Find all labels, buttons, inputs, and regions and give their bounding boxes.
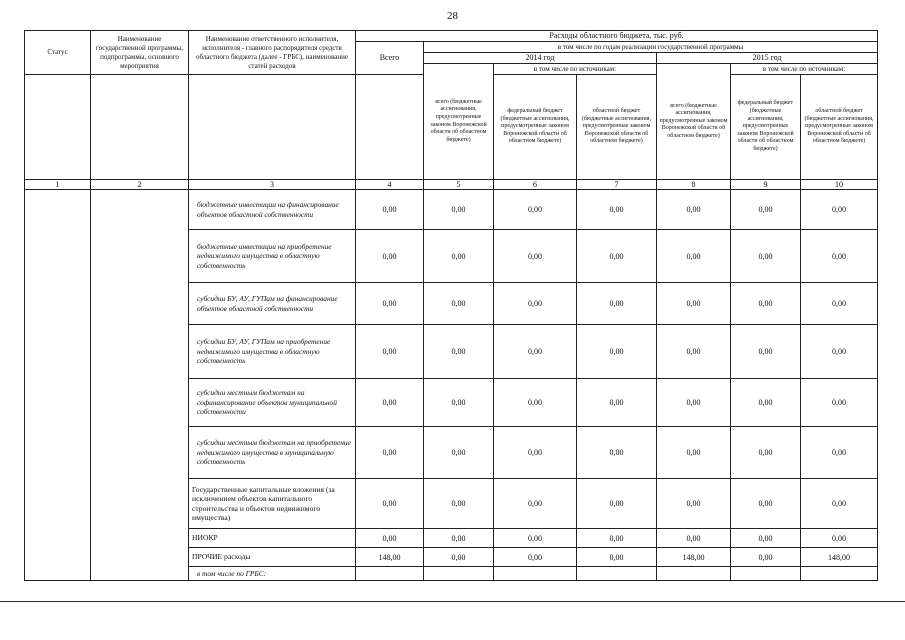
column-number: 7 [577,180,657,190]
row-value: 0,00 [356,325,424,379]
row-value: 0,00 [577,548,657,567]
row-value: 0,00 [356,230,424,283]
row-value: 0,00 [494,479,577,529]
row-value: 0,00 [801,379,878,427]
row-value: 0,00 [731,427,801,479]
column-number: 8 [657,180,731,190]
column-number: 2 [91,180,189,190]
header-program-name: Наименование государственной программы, подпрограммы, основного мероприятия [91,31,189,75]
row-value: 0,00 [731,325,801,379]
row-value: 148,00 [801,548,878,567]
column-number: 4 [356,180,424,190]
row-value [731,567,801,581]
row-value: 0,00 [577,325,657,379]
column-number: 5 [424,180,494,190]
column-number: 9 [731,180,801,190]
header-2015-total-law: всего (бюджетные ассигнования, предусмотренные законом Воронежской области об областном бюджете) [657,64,731,180]
page-number: 28 [447,10,458,22]
row-label: субсидии БУ, АУ, ГУПам на приобретение недвижимого имущества в областную собственность [189,325,356,379]
row-value [657,567,731,581]
row-value: 0,00 [731,479,801,529]
row-value: 148,00 [657,548,731,567]
row-value: 0,00 [577,283,657,325]
row-label: в том числе по ГРБС: [189,567,356,581]
row-value: 0,00 [657,190,731,230]
row-value: 0,00 [801,283,878,325]
row-value: 0,00 [801,190,878,230]
row-label: субсидии местным бюджетам на софинансирование объектов муниципальной собственности [189,379,356,427]
row-value: 148,00 [356,548,424,567]
row-value: 0,00 [424,427,494,479]
column-number: 3 [189,180,356,190]
header-2014-regional: областной бюджет (бюджетные ассигнования, предусмотренные законом Воронежской области об областном бюджете) [577,75,657,180]
row-value: 0,00 [577,230,657,283]
row-value: 0,00 [424,529,494,548]
row-label: субсидии местным бюджетам на приобретение недвижимого имущества в муниципальную собственность [189,427,356,479]
row-value: 0,00 [356,190,424,230]
row-value [424,567,494,581]
header-2015-regional: областной бюджет (бюджетные ассигнования, предусмотренные законом Воронежской области об областном бюджете) [801,75,878,180]
header-2015-federal: федеральный бюджет (бюджетные ассигнования, предусмотренные законом Воронежской области об областном бюджете) [731,75,801,180]
row-value: 0,00 [494,427,577,479]
row-value: 0,00 [801,427,878,479]
row-value: 0,00 [577,190,657,230]
row-label: субсидии БУ, АУ, ГУПам на финансирование объектов областной собственности [189,283,356,325]
header-total: Всего [356,42,424,75]
row-value: 0,00 [801,529,878,548]
column-numbers-row [25,180,878,190]
status-cell [25,190,91,581]
row-value: 0,00 [494,283,577,325]
row-value: 0,00 [657,230,731,283]
row-value: 0,00 [494,548,577,567]
page-bottom-rule [0,601,905,602]
row-value: 0,00 [424,479,494,529]
header-2014-by-sources: в том числе по источникам: [494,64,657,75]
row-value: 0,00 [356,479,424,529]
row-value: 0,00 [424,283,494,325]
row-value: 0,00 [657,283,731,325]
row-value: 0,00 [494,190,577,230]
header-executor-name: Наименование ответственного исполнителя, исполнителя - главного распорядителя средств областного бюджета (далее - ГРБС), наименование статей расходов [189,31,356,75]
column-number: 1 [25,180,91,190]
row-value [577,567,657,581]
row-value: 0,00 [494,379,577,427]
column-number: 6 [494,180,577,190]
header-by-years: в том числе по годам реализации государственной программы [424,42,878,53]
row-value: 0,00 [356,529,424,548]
row-value: 0,00 [801,325,878,379]
row-value: 0,00 [657,379,731,427]
row-value: 0,00 [577,529,657,548]
row-label: бюджетные инвестиции на финансирование объектов областной собственности [189,190,356,230]
row-value [494,567,577,581]
row-value: 0,00 [657,529,731,548]
column-number: 10 [801,180,878,190]
row-value: 0,00 [424,325,494,379]
header-status-continue [25,75,91,180]
row-value: 0,00 [424,379,494,427]
row-value [356,567,424,581]
header-year-2015: 2015 год [657,53,878,64]
row-value: 0,00 [657,427,731,479]
header-total-continue [356,75,424,180]
row-value: 0,00 [731,190,801,230]
row-value: 0,00 [424,548,494,567]
row-value [801,567,878,581]
row-value: 0,00 [577,479,657,529]
row-value: 0,00 [494,230,577,283]
header-year-2014: 2014 год [424,53,657,64]
header-status: Статус [25,31,91,75]
header-expenses-title: Расходы областного бюджета, тыс. руб. [356,31,878,42]
row-value: 0,00 [731,548,801,567]
row-label: ПРОЧИЕ расходы [189,548,356,567]
row-label: Государственные капитальные вложения (за исключением объектов капитального строительства и объектов недвижимого имущества) [189,479,356,529]
row-value: 0,00 [356,283,424,325]
row-value: 0,00 [731,283,801,325]
row-value: 0,00 [356,379,424,427]
row-value: 0,00 [577,379,657,427]
row-value: 0,00 [494,529,577,548]
row-value: 0,00 [801,230,878,283]
header-program-continue [91,75,189,180]
table-row [25,190,878,230]
row-value: 0,00 [577,427,657,479]
row-value: 0,00 [731,230,801,283]
row-label: НИОКР [189,529,356,548]
header-2014-federal: федеральный бюджет (бюджетные ассигнования, предусмотренные законом Воронежской области об областном бюджете) [494,75,577,180]
budget-table [24,30,878,581]
row-value: 0,00 [657,479,731,529]
row-value: 0,00 [424,190,494,230]
row-value: 0,00 [424,230,494,283]
row-value: 0,00 [356,427,424,479]
row-value: 0,00 [731,379,801,427]
row-value: 0,00 [494,325,577,379]
header-executor-continue [189,75,356,180]
row-value: 0,00 [731,529,801,548]
row-value: 0,00 [801,479,878,529]
row-label: бюджетные инвестиции на приобретение недвижимого имущества в областную собственность [189,230,356,283]
header-2015-by-sources: в том числе по источникам: [731,64,878,75]
program-cell [91,190,189,581]
header-2014-total-law: всего (бюджетные ассигнования, предусмотренные законом Воронежской области об областном бюджете) [424,64,494,180]
row-value: 0,00 [657,325,731,379]
